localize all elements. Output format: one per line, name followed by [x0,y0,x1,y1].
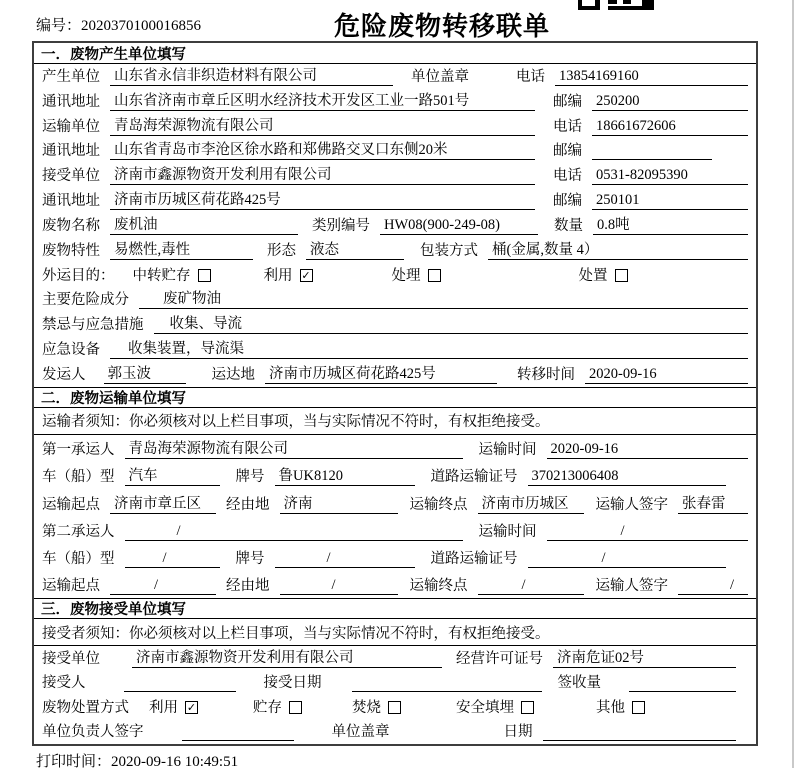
date-label: 日期 [503,724,533,741]
row-trait [34,238,756,263]
phone2-label: 电话 [553,118,582,135]
section1-header: 一．废物产生单位填写 [34,43,756,64]
packing-value: 桶(金属,数量 4） [488,241,748,260]
transporter-label: 运输单位 [42,118,100,135]
disposal-option-label: 利用 [149,699,178,716]
received-qty-value [629,674,736,692]
checkbox [615,269,628,282]
accept-unit-value: 济南市鑫源物资开发利用有限公司 [132,649,442,668]
phone3-label: 电话 [553,168,582,185]
producer-label: 产生单位 [42,68,100,85]
category-value: HW08(900-249-08) [380,216,538,235]
zip3-value: 250101 [592,191,748,210]
row-accept-unit [34,646,756,671]
addr3-label: 通讯地址 [42,193,100,210]
row-route2 [34,571,756,598]
serial-number-line [36,14,201,35]
disposal-option-label: 安全填埋 [456,699,514,716]
sign1-label: 运输人签字 [595,496,668,513]
emergency-value: 收集、导流 [154,315,749,334]
terminal2-value: / [478,576,584,595]
serial-label: 编号： [36,18,82,34]
disposal-option-landfill [456,699,534,717]
row-hazard [34,288,756,313]
packing-label: 包装方式 [420,242,478,259]
time1-value: 2020-09-16 [547,440,749,459]
form-value: 液态 [306,241,404,260]
addr2-label: 通讯地址 [42,143,100,160]
quantity-label: 数量 [554,217,583,234]
addr1-value: 山东省济南市章丘区明水经济技术开发区工业一路501号 [110,92,535,111]
checkbox [289,701,302,714]
unit-seal-label: 单位盖章 [411,68,469,85]
hazard-label: 主要危险成分 [42,292,129,309]
emergency-label: 禁忌与应急措施 [42,317,144,334]
disposal-option-other [596,699,645,717]
category-label: 类别编号 [312,217,370,234]
phone2-value: 18661672606 [592,117,748,136]
vehicle1-label: 车（船）型 [42,469,115,486]
sign2-label: 运输人签字 [595,578,668,595]
purpose-option-label: 处置 [578,267,608,284]
transfer-time-label: 转移时间 [517,366,575,383]
via1-label: 经由地 [226,496,270,513]
form-label: 形态 [267,242,296,259]
recipient-label: 接受人 [42,675,86,692]
origin2-label: 运输起点 [42,578,100,595]
plate1-value: 鲁UK8120 [275,467,415,486]
hazard-value: 废矿物油 [139,290,748,309]
serial-number: 2020370100016856 [81,18,202,34]
receiver-label: 接受单位 [42,168,100,185]
row-recipient [34,671,756,696]
purpose-option-label: 中转贮存 [132,267,191,284]
disposal-option-label: 其他 [596,699,625,716]
time2-label: 运输时间 [478,523,537,540]
qr-code-fragment-icon [578,0,654,10]
shipper-value: 郭玉波 [104,365,186,384]
equipment-value: 收集装置，导流渠 [110,340,748,359]
license1-value: 370213006408 [528,467,727,486]
sign2-value: / [678,576,748,595]
row-leader-sign [34,720,756,745]
recipient-value [124,674,236,692]
section3-header: 三．废物接受单位填写 [34,598,756,619]
license1-label: 道路运输证号 [430,469,518,486]
scan-edge-line [792,0,794,768]
disposal-option-store [253,699,302,717]
row-disposal [34,695,756,720]
row-purpose [34,263,756,288]
accept-date-label: 接受日期 [263,675,322,692]
vehicle1-value: 汽车 [125,467,220,486]
checkbox [388,701,401,714]
received-qty-label: 签收量 [557,675,601,692]
leader-sign-label: 单位负责人签字 [42,724,144,741]
terminal1-label: 运输终点 [409,496,468,513]
page-title: 危险废物转移联单 [334,11,551,41]
producer-value: 山东省永信非织造材料有限公司 [110,67,393,86]
transfer-time-value: 2020-09-16 [585,365,748,384]
origin1-value: 济南市章丘区 [110,495,216,514]
via1-value: 济南 [280,495,398,514]
via2-label: 经由地 [226,578,270,595]
row-addr3 [34,188,756,213]
row-shipper [34,362,756,387]
row-carrier2 [34,517,756,544]
checkbox [198,269,211,282]
origin2-value: / [110,576,216,595]
row-vehicle1 [34,462,756,489]
purpose-option-dispose [579,267,628,285]
quantity-value: 0.8吨 [593,216,748,235]
addr2-value: 山东省青岛市李沧区徐水路和郑佛路交叉口东侧20米 [110,141,535,160]
row-vehicle2 [34,544,756,571]
zip2-label: 邮编 [553,143,582,160]
equipment-label: 应急设备 [42,342,100,359]
purpose-label: 外运目的： [42,267,115,284]
row-emergency [34,312,756,337]
receiver-value: 济南市鑫源物资开发利用有限公司 [110,166,535,185]
zip1-label: 邮编 [553,93,582,110]
row-route1 [34,489,756,516]
row-equipment [34,337,756,362]
purpose-option-label: 处理 [391,267,421,284]
terminal1-value: 济南市历城区 [478,495,584,514]
disposal-option-label: 贮存 [253,699,282,716]
carrier2-label: 第二承运人 [42,523,115,540]
row-addr1 [34,89,756,114]
unit-seal2-label: 单位盖章 [331,724,390,741]
disposal-option-label: 焚烧 [352,699,381,716]
row-addr2 [34,139,756,164]
checkbox-checked: ✓ [301,269,311,283]
vehicle2-label: 车（船）型 [42,550,115,567]
origin1-label: 运输起点 [42,496,100,513]
print-time-value: 2020-09-16 10:49:51 [111,754,239,770]
terminal2-label: 运输终点 [409,578,468,595]
date-value [543,723,737,741]
plate2-value: / [275,549,415,568]
destination-value: 济南市历城区荷花路425号 [265,365,497,384]
plate2-label: 牌号 [235,550,265,567]
trait-value: 易燃性,毒性 [110,241,253,260]
license2-value: / [528,549,727,568]
time2-value: / [547,522,749,541]
disposal-label: 废物处置方式 [42,699,129,716]
row-producer [34,64,756,89]
plate1-label: 牌号 [235,469,265,486]
zip1-value: 250200 [592,92,748,111]
section2-header: 二．废物运输单位填写 [34,387,756,408]
vehicle2-value: / [125,549,220,568]
time1-label: 运输时间 [478,442,537,459]
checkbox [521,701,534,714]
waste-name-value: 废机油 [110,216,298,235]
section2-notice: 运输者须知：你必须核对以上栏目事项，当与实际情况不符时，有权拒绝接受。 [34,408,756,435]
permit-label: 经营许可证号 [456,650,543,667]
sign1-value: 张春雷 [678,495,748,514]
via2-value: / [280,576,398,595]
purpose-option-label: 利用 [263,267,293,284]
print-time-label: 打印时间： [36,754,112,770]
carrier1-label: 第一承运人 [42,442,115,459]
purpose-option-transfer [133,267,211,285]
addr3-value: 济南市历城区荷花路425号 [110,191,535,210]
addr1-label: 通讯地址 [42,93,100,110]
carrier1-value: 青岛海荣源物流有限公司 [125,440,463,459]
shipper-label: 发运人 [42,366,86,383]
phone3-value: 0531-82095390 [592,166,748,185]
phone1-label: 电话 [516,68,545,85]
row-waste-name [34,213,756,238]
purpose-option-treat [392,267,441,285]
purpose-option-use [264,267,313,285]
row-transporter [34,114,756,139]
accept-unit-label: 接受单位 [42,650,100,667]
row-carrier1 [34,435,756,462]
transporter-value: 青岛海荣源物流有限公司 [110,117,535,136]
disposal-option-use [149,699,198,717]
zip2-value [592,142,712,160]
row-receiver [34,163,756,188]
zip3-label: 邮编 [553,193,582,210]
manifest-form [32,41,758,746]
trait-label: 废物特性 [42,242,100,259]
phone1-value: 13854169160 [555,67,748,86]
checkbox [428,269,441,282]
disposal-option-burn [352,699,401,717]
checkbox [632,701,645,714]
permit-value: 济南危证02号 [553,649,736,668]
waste-name-label: 废物名称 [42,217,100,234]
checkbox-checked: ✓ [186,701,197,715]
carrier2-value: / [125,522,463,541]
license2-label: 道路运输证号 [430,550,518,567]
accept-date-value [352,674,542,692]
section3-notice: 接受者须知：你必须核对以上栏目事项，当与实际情况不符时，有权拒绝接受。 [34,619,756,646]
destination-label: 运达地 [211,366,255,383]
leader-sign-value [182,723,294,741]
